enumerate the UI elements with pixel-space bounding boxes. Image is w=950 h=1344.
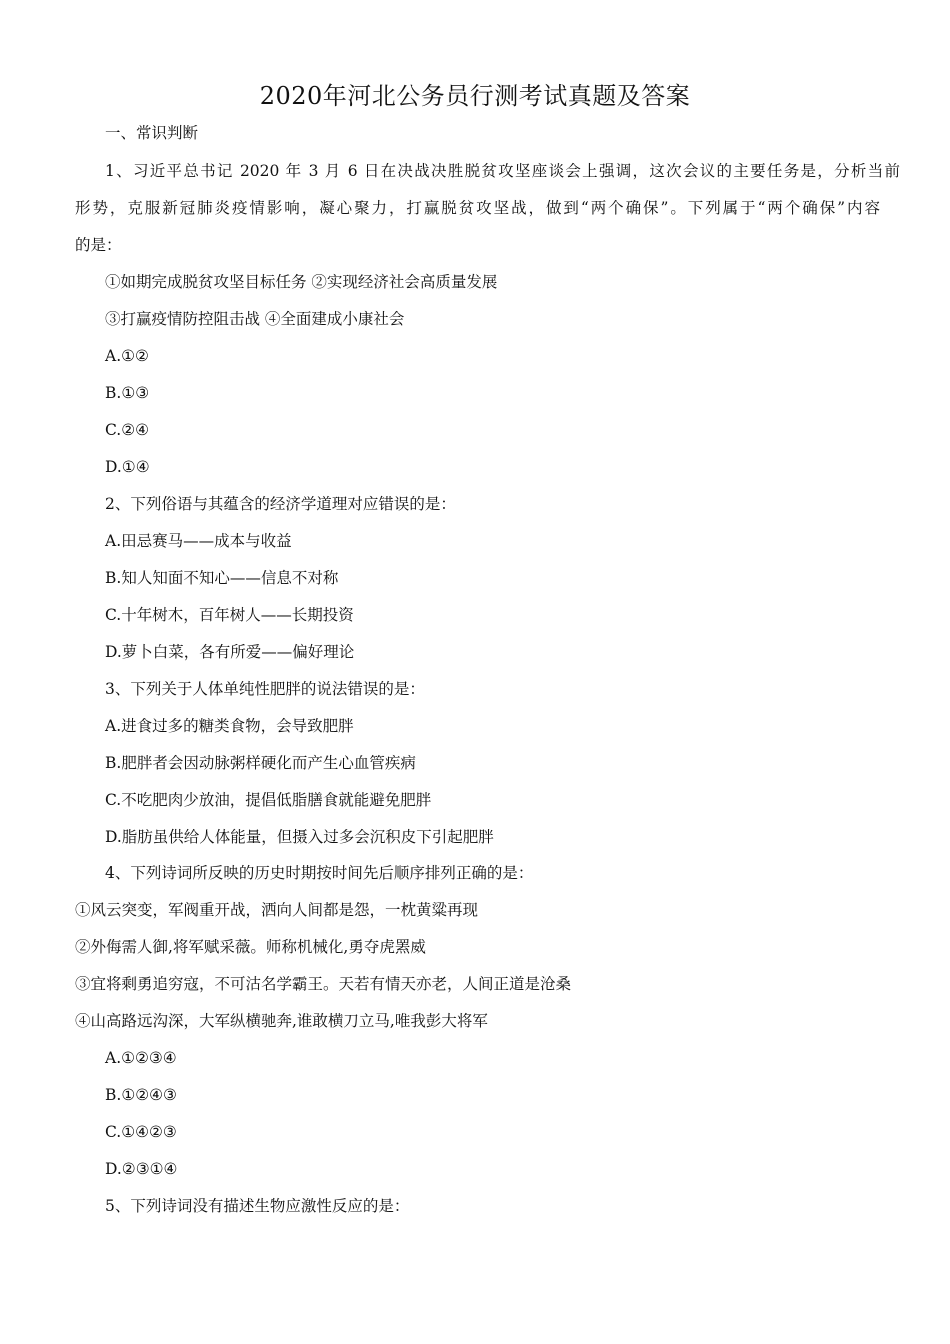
q2-option-b: B.知人知面不知心——信息不对称 xyxy=(105,569,339,587)
q2-option-a: A.田忌赛马——成本与收益 xyxy=(105,532,292,550)
q1-items-line2: ③打赢疫情防控阻击战 ④全面建成小康社会 xyxy=(105,310,405,328)
q1-option-b: B.①③ xyxy=(105,384,150,402)
q1-stem-line3: 的是： xyxy=(75,236,122,254)
q1-option-c: C.②④ xyxy=(105,421,150,439)
q4-stem: 4、下列诗词所反映的历史时期按时间先后顺序排列正确的是： xyxy=(105,864,534,882)
q4-option-c: C.①④②③ xyxy=(105,1123,177,1141)
q1-stem-line1: 1、习近平总书记 2020 年 3 月 6 日在决战决胜脱贫攻坚座谈会上强调，这次会议的主要任务是，分析当前 xyxy=(105,162,900,180)
q4-poem-4: ④山高路远沟深，大军纵横驰奔,谁敢横刀立马,唯我彭大将军 xyxy=(75,1012,488,1030)
q2-option-d: D.萝卜白菜，各有所爱——偏好理论 xyxy=(105,643,355,661)
q5-stem: 5、下列诗词没有描述生物应激性反应的是： xyxy=(105,1197,410,1215)
q4-poem-2: ②外侮需人御,将军赋采薇。师称机械化,勇夺虎罴威 xyxy=(75,938,426,956)
section-heading: 一、常识判断 xyxy=(105,124,199,142)
q4-poem-3: ③宜将剩勇追穷寇，不可沽名学霸王。天若有情天亦老，人间正道是沧桑 xyxy=(75,975,572,993)
q1-option-d: D.①④ xyxy=(105,458,150,476)
q2-option-c: C.十年树木，百年树人——长期投资 xyxy=(105,606,354,624)
q4-option-b: B.①②④③ xyxy=(105,1086,177,1104)
q4-option-d: D.②③①④ xyxy=(105,1160,178,1178)
q3-option-c: C.不吃肥肉少放油，提倡低脂膳食就能避免肥胖 xyxy=(105,791,432,809)
document-title: 2020年河北公务员行测考试真题及答案 xyxy=(259,82,691,110)
q1-items-line1: ①如期完成脱贫攻坚目标任务 ②实现经济社会高质量发展 xyxy=(105,273,498,291)
q3-option-d: D.脂肪虽供给人体能量，但摄入过多会沉积皮下引起肥胖 xyxy=(105,828,494,846)
q4-option-a: A.①②③④ xyxy=(105,1049,177,1067)
q3-stem: 3、下列关于人体单纯性肥胖的说法错误的是： xyxy=(105,680,425,698)
q1-option-a: A.①② xyxy=(105,347,149,365)
q2-stem: 2、下列俗语与其蕴含的经济学道理对应错误的是： xyxy=(105,495,456,513)
q3-option-a: A.进食过多的糖类食物，会导致肥胖 xyxy=(105,717,354,735)
q3-option-b: B.肥胖者会因动脉粥样硬化而产生心血管疾病 xyxy=(105,754,416,772)
q1-stem-line2: 形势，克服新冠肺炎疫情影响，凝心聚力，打赢脱贫攻坚战，做到“两个确保”。下列属于“两个确保”内容 xyxy=(75,199,880,217)
q4-poem-1: ①风云突变，军阀重开战，洒向人间都是怨，一枕黄粱再现 xyxy=(75,901,479,919)
